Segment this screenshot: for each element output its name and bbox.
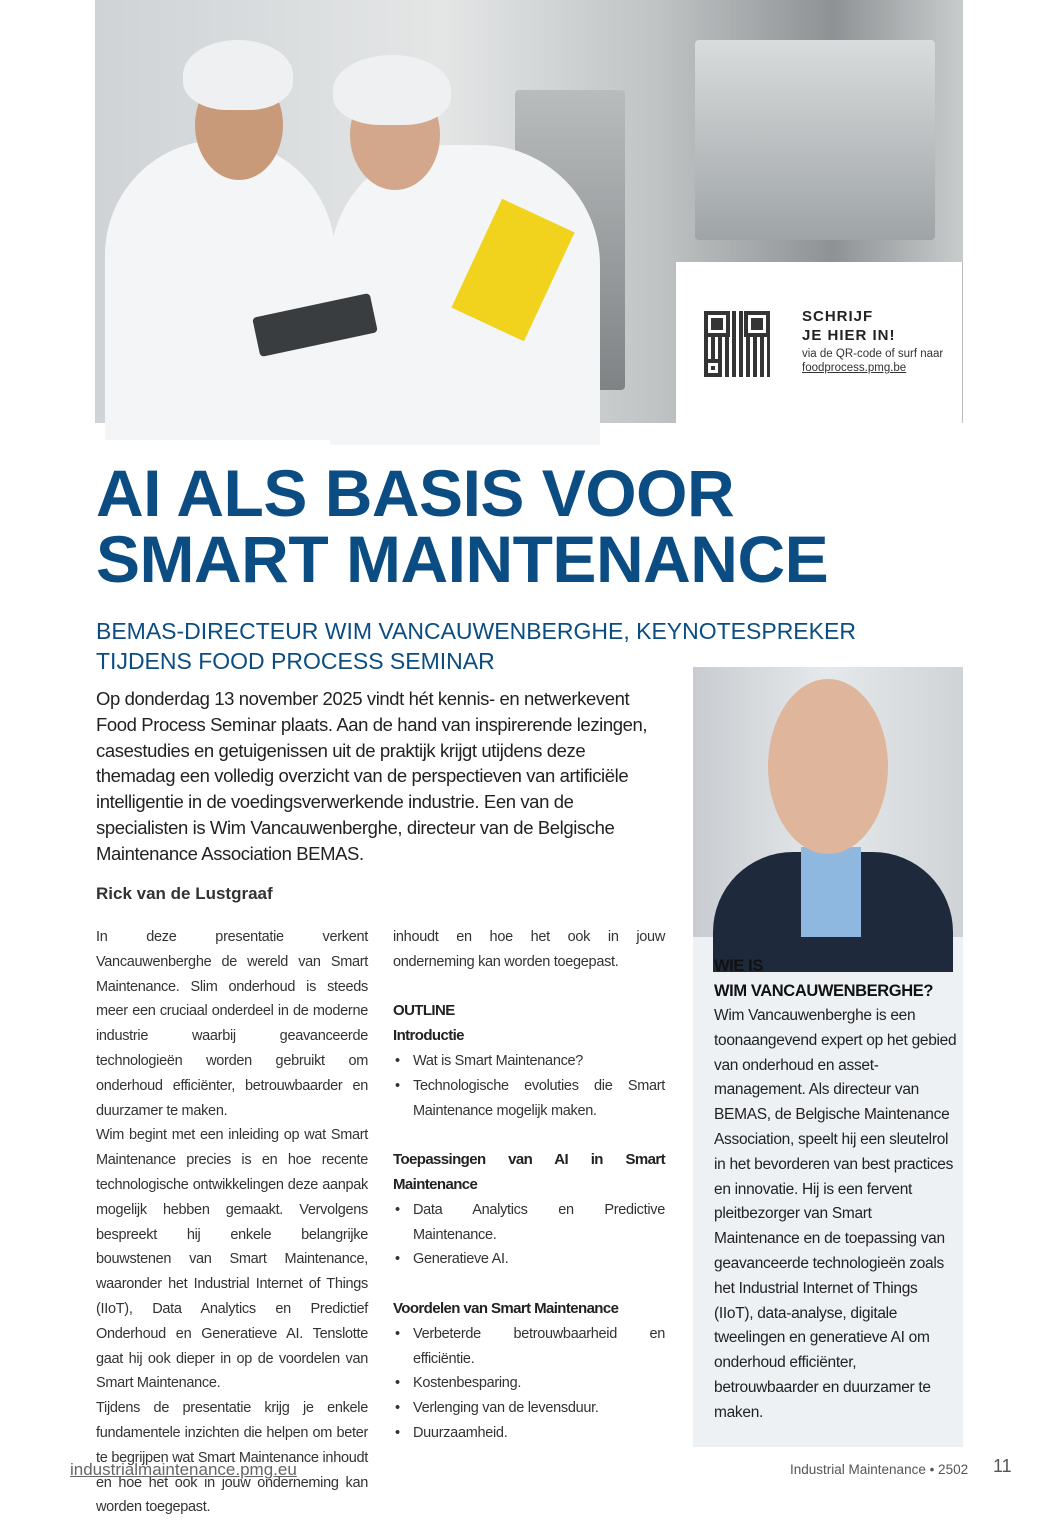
qr-code-icon[interactable] [704,311,770,377]
body-paragraph: Tijdens de presentatie krijg je enkele fundamentele inzichten die helpen om beter te begrijpen wat Smart Maintenance inhoudt en hoe het ook in jouw onderneming kan worden toegepast. [96,1400,368,1516]
sidebar-heading-line: WIE IS [714,957,763,975]
website-link[interactable]: industrialmaintenance.pmg.eu [70,1460,297,1479]
signup-text: via de QR-code of surf naar [802,348,944,360]
sidebar-body: Wim Vancauwenberghe is een toonaangevend expert op het gebied van onderhoud en asset-management. Als directeur van BEMAS, de Belgische Maintenance Association, speelt hij een sleutelrol in het bevorderen van best practices en innovatie. Hij is een fervent pleitbezorger van Smart Maintenance en de toepassing van geavanceerde technologieën zoals het Industrial Internet of Things (IIoT), data-analyse, digitale tweelingen en generatieve AI om onderhoud efficiënter, betrouwbaarder en duurzamer te maken. [714,1007,957,1421]
title-line: SMART MAINTENANCE [96,522,829,596]
list-item: • Kostenbesparing. [393,1371,665,1396]
hairnet [333,55,451,125]
outline-section-heading: Toepassingen van AI in Smart Maintenance [393,1151,665,1193]
outline-section-heading: Voordelen van Smart Maintenance [393,1299,619,1317]
outline-list [393,1049,665,1123]
body-column-2 [393,925,665,1446]
list-item: • Verbeterde betrouwbaarheid en efficiëntie. [393,1322,665,1372]
speaker-sidebar [693,667,963,1447]
list-item: • Technologische evoluties die Smart Maintenance mogelijk maken. [393,1074,665,1124]
list-item: • Wat is Smart Maintenance? [393,1049,665,1074]
speaker-portrait [693,667,963,937]
shirt-image [801,847,861,937]
subtitle-line: TIJDENS FOOD PROCESS SEMINAR [96,648,495,674]
body-paragraph: Wim begint met een inleiding op wat Smart Maintenance precies is en hoe recente technologische ontwikkelingen deze aanpak mogelijk hebben gemaakt. Vervolgens bespreekt hij enkele belangrijke bouwstenen van Smart Maintenance, waaronder het Industrial Internet of Things (IIoT), Data Analytics en Predictief Onderhoud en Generatieve AI. Tenslotte gaat hij ook dieper in op de voordelen van Smart Maintenance. [96,1127,368,1392]
signup-heading-1: SCHRIJF [802,308,874,325]
list-item: • Verlenging van de levensduur. [393,1396,665,1421]
body-paragraph: In deze presentatie verkent Vancauwenberghe de wereld van Smart Maintenance. Slim onderhoud is steeds meer een cruciaal onderdeel in de moderne industrie waarbij geavanceerde technologieën worden gebruikt om onderhoud efficiënter, betrouwbaarder en duurzamer te maken. [96,929,368,1119]
subtitle-line: BEMAS-DIRECTEUR WIM VANCAUWENBERGHE, KEYNOTESPREKER [96,618,856,644]
body-continuation: inhoudt en hoe het ook in jouw onderneming kan worden toegepast. [393,929,665,970]
signup-heading-2: JE HIER IN! [802,327,896,344]
magazine-issue: Industrial Maintenance • 2502 [790,1462,969,1477]
outline-list [393,1198,665,1272]
worker-image [105,140,335,440]
hairnet [183,40,293,110]
signup-box [676,262,963,423]
sidebar-heading [714,954,933,1004]
list-item: • Duurzaamheid. [393,1421,665,1446]
list-item: • Generatieve AI. [393,1247,665,1272]
sidebar-heading-line: WIM VANCAUWENBERGHE? [714,982,934,1000]
outline-list [393,1322,665,1446]
signup-link[interactable]: foodprocess.pmg.be [802,362,907,374]
title-line: AI ALS BASIS VOOR [96,456,735,530]
page-title [96,456,829,596]
intro-paragraph: Op donderdag 13 november 2025 vindt hét kennis- en netwerkevent Food Process Seminar plaats. Aan de hand van inspirerende lezingen, casestudies en getuigenissen uit de praktijk krijgt utijdens deze themadag een volledig overzicht van de perspectieven van artificiële intelligentie in de voedingsverwerkende industrie. Een van de specialisten is Wim Vancauwenberghe, directeur van de Belgische Maintenance Association BEMAS. [96,688,648,864]
author-byline: Rick van de Lustgraaf [96,884,273,903]
outline-heading: OUTLINE [393,1002,455,1020]
machine-image [695,40,935,240]
list-item: • Data Analytics en Predictive Maintenance. [393,1198,665,1248]
speaker-face [768,679,888,854]
outline-section-heading: Introductie [393,1027,464,1045]
page-number: 11 [993,1456,1012,1476]
